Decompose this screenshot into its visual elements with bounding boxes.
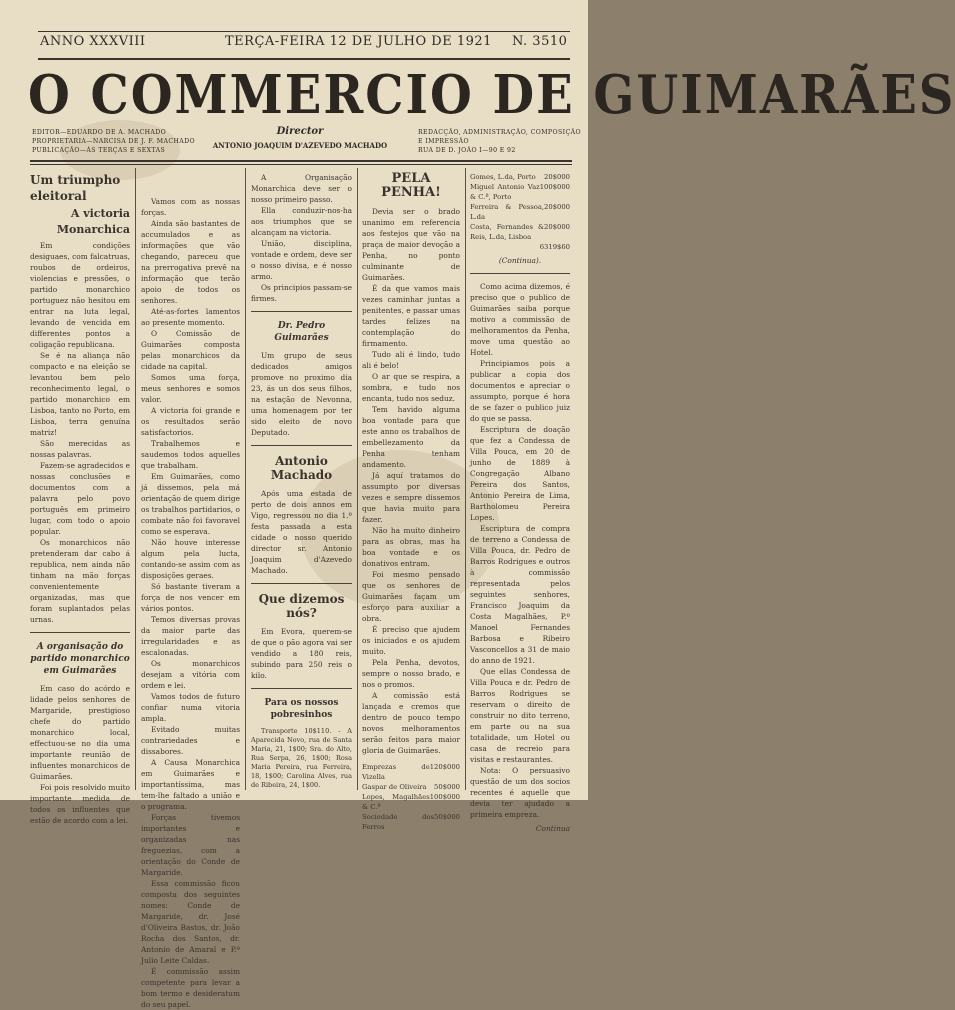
article-paragraph: É commissão assim competente para levar a bom termo e desideratum do seu papel. (141, 967, 240, 1009)
article-paragraph: É da que vamos mais vezes caminhar juntas a penitentes, e passar umas tardes felizes na contemplação do firmamento. (362, 284, 460, 348)
list-item: Miguel Antonio Vaz & C.ª, Porto 100$000 (470, 183, 570, 201)
article-paragraph: Os monarchicos desejam a vitória com ordem e lei. (141, 659, 240, 690)
section-divider (30, 632, 130, 633)
owner-line: PROPRIETARIA—NARCISA DE J. F. MACHADO (32, 138, 195, 145)
publication-line: PUBLICAÇÃO—ÁS TERÇAS E SEXTAS (32, 147, 166, 154)
article-paragraph: Tudo ali é lindo, tudo ali é belo! (362, 350, 460, 370)
article-paragraph: Forças tivemos importantes e organizadas nas freguezias, com a orientação do Conde de Margaride. (141, 813, 240, 877)
article-paragraph: Um grupo de seus dedicados amigos promove no proximo dia 23, ás un dos seus filhos, na estação de Nevonna, uma homenagem por ter sido eleito de novo Deputado. (251, 351, 352, 437)
masthead-rule (30, 160, 572, 162)
column-5 (470, 172, 570, 834)
article-paragraph: É preciso que ajudem os iniciados e os ajudem muito. (362, 625, 460, 656)
list-total: 6319$60 (539, 243, 570, 251)
article-paragraph: Foi mesmo pensado que os senhores de Guimarães façam um esforço para auxiliar a obra. (362, 570, 460, 623)
headline: A organisação do partido monarchico em Guimarães (30, 642, 130, 676)
continued-note: (Continua). (498, 256, 542, 265)
masthead-title: O COMMERCIO DE GUIMARÃES (28, 63, 955, 127)
article-paragraph: Que ellas Condessa de Villa Pouca e dr. Pedro de Barros Rodrigues se reservam o direito de construir no dito terreno, em parte ou na sua totalidade, um Hotel ou casa de recreio para visitas e restaurantes. (470, 667, 570, 764)
headline: Dr. Pedro Guimarães (274, 321, 329, 343)
article-paragraph: Fazem-se agradecidos e nossas conclusões e documentos com a palavra pelo povo português em primeiro lugar, com todo o apoio popular. (30, 461, 130, 536)
header-bar (40, 28, 570, 58)
issue-number: N. 3510 (512, 34, 568, 49)
article-paragraph: Ainda são bastantes de accumulados e as informações que vão chegando, pareceu que na prerrogativa prevê na informação que terão apoio de todos os senhores. (141, 219, 240, 305)
top-rule (38, 31, 570, 32)
address-line: RUA DE D. JOÃO I—90 E 92 (418, 147, 516, 154)
office-line: E IMPRESSÃO (418, 138, 469, 145)
article-paragraph: Em Evora, querem-se de que o pão agora vai ser vendido a 180 reis, subindo para 250 reis o kilo. (251, 627, 352, 680)
list-item: Lopes, Magalhães & C.ª 100$000 (362, 793, 460, 811)
column-3 (251, 172, 352, 790)
masthead-rule-thin (30, 164, 572, 165)
staff-right (418, 128, 581, 155)
office-line: REDACÇÃO, ADMINISTRAÇÃO, COMPOSIÇÃO (418, 129, 581, 136)
column-2 (141, 196, 240, 1010)
list-item: Costa, Fernandes & Reis, L.da, Lisboa 20$000 (470, 223, 570, 241)
article-paragraph: Evitado muitas contrariedades e dissabores. (141, 725, 240, 756)
date-label: TERÇA-FEIRA 12 DE JULHO DE 1921 (225, 34, 492, 49)
column-rule (357, 168, 358, 790)
article-paragraph: Após uma estada de perto de dois annos em Vigo, regressou no dia 1.º festa passada a esta cidade o nosso querido director sr. Antonio Joaquim d'Azevedo Machado. (251, 489, 352, 575)
article-paragraph: Como acima dizemos, é preciso que o publico de Guimarães saiba porque motivo a commissão de melhoramentos da Penha, move uma questão ao Hotel. (470, 282, 570, 357)
donation-list (362, 762, 460, 832)
list-item: Gomes, L.da, Porto 20$000 (470, 173, 570, 181)
article-paragraph: A Organisação Monarchica deve ser o nosso primeiro passo. (251, 173, 352, 204)
article-paragraph: Temos diversas provas da maior parte das irregularidades e as escalonadas. (141, 615, 240, 657)
article-paragraph: Os principios passam-se firmes. (251, 283, 352, 303)
director-block (205, 126, 395, 150)
article-paragraph: Tem havido alguma boa vontade para que este anno os trabalhos de embellezamento da Penha tenham andamento. (362, 405, 460, 469)
article-paragraph: Transporte 10$110. - A Aparecida Novo, rua de Santa Maria, 21, 1$00; Sra. do Alto, Rua Serpa, 26, 1$00; Rosa Maria Pereira, rua Ferreira, 18, 1$00; Carolina Alves, rua de Ribeira, 24, 1$00. (251, 727, 352, 789)
headline: Um triumpho eleitoral (30, 173, 121, 203)
year-label: ANNO XXXVIII (40, 34, 146, 49)
headline: Que dizemos nós? (258, 592, 345, 620)
list-item: Gaspar de Oliveira 50$000 (362, 783, 460, 791)
article-paragraph: Essa commissão ficou composta dos seguintes nomes: Conde de Margaride, dr. José d'Oliveira Bastos, dr. João Rocha dos Santos, dr. Antonio de Amaral e P.º Julio Leite Caldas. (141, 879, 240, 965)
article-paragraph: Não houve interesse algum pela lucta, contando-se assim com as disposições geraes. (141, 538, 240, 580)
staff-left (32, 128, 195, 155)
column-1 (30, 172, 130, 826)
list-item: Emprezas de Vizella 120$000 (362, 763, 460, 781)
article-paragraph: A Causa Monarchica em Guimarães e importantíssima, mas tem-lhe faltado a união e o programa. (141, 758, 240, 811)
headline: A victoria Monarchica (56, 207, 130, 236)
section-divider (251, 445, 352, 446)
article-paragraph: São merecidas as nossas palavras. (30, 439, 130, 459)
article-paragraph: Trabalhemos e saudemos todos aquelles que trabalham. (141, 439, 240, 470)
section-divider (251, 311, 352, 312)
article-paragraph: Os monarchicos não pretenderam dar cabo á republica, nem ainda não tinham na mão forças convenientemente organizadas, mas que foram suplantados pelas urnas. (30, 538, 130, 624)
article-paragraph: O Comissão de Guimarães composta pelas monarchicos da cidade na capital. (141, 329, 240, 371)
donation-list (470, 172, 570, 252)
article-paragraph: Se é na aliança não compacto e na eleição se levantou bem pelo reconhecimento legal, o partido monarchico em Lisboa, tanto no Porto, em Lisboa, terra genuína matriz! (30, 351, 130, 437)
article-paragraph: Somos uma força, meus senhores e somos valor. (141, 373, 240, 404)
article-paragraph: A comissão está lançada e cremos que dentro de pouco tempo novos melhoramentos serão feitos para maior gloria de Guimarães. (362, 691, 460, 755)
editor-line: EDITOR—EDUARDO DE A. MACHADO (32, 129, 167, 136)
article-paragraph: Foi pois resolvido muito importante medida de todos os influentes que estão de acordo com a lei. (30, 783, 130, 825)
article-paragraph: Só bastante tiveram a força de nos vencer em vários pontos. (141, 582, 240, 613)
section-divider (470, 273, 570, 274)
continued-note: Continua (535, 824, 570, 833)
article-paragraph: Principiamos pois a publicar a copia dos documentos e apreciar o assumpto, porque é hora de se fazer o publico juiz do que se passa. (470, 359, 570, 423)
section-divider (251, 688, 352, 689)
article-paragraph: Vamos todos de futuro confiar numa vitoria ampla. (141, 692, 240, 723)
column-rule (465, 168, 466, 790)
column-rule (135, 168, 136, 790)
article-paragraph: Pela Penha, devotos, sempre o nosso brado, e nos o promos. (362, 658, 460, 689)
article-paragraph: Em Guimarães, como já dissemos, pela má orientação de quem dirige os trabalhos partidarios, o combate não foi favoravel como se esperava. (141, 472, 240, 536)
article-paragraph: Até-as-fortes lamentos ao presente momento. (141, 307, 240, 327)
article-paragraph: Em condições desiguaes, com falcatruas, roubos de ordeiros, violencias e pressões, o partido monarchico portuguez não hesitou em entrar na luta legal, levando de vencida em differentes pontos a coligação republicana. (30, 241, 130, 349)
headline: Antonio Machado (270, 454, 333, 482)
column-4 (362, 172, 460, 832)
article-paragraph: Já aquí tratamos do assumpto por diversas vezes e sempre dissemos que havia muito para fazer. (362, 471, 460, 524)
headline: PELA PENHA! (381, 171, 441, 200)
article-paragraph: A victoria foi grande e os resultados serão satisfactorios. (141, 406, 240, 437)
article-paragraph: O ar que se respira, a sombra, e tudo nos encanta, tudo nos seduz. (362, 372, 460, 403)
article-paragraph: Vamos com as nossas forças. (141, 197, 240, 217)
director-label: Director (276, 126, 324, 137)
article-paragraph: Não ha muito dinheiro para as obras, mas ha boa vontade e os donativos entram. (362, 526, 460, 568)
article-paragraph: Devia ser o brado unanimo em referencia aos festejos que vão na praça de maior devoção a Penha, no ponto culminante de Guimarães. (362, 207, 460, 282)
article-paragraph: Nota: O persuasivo questão de um dos socios recentes é aquelle que devia ter ajudado a primeira empreza. (470, 766, 570, 819)
list-item: Ferreira & Pessoa, L.da 20$000 (470, 203, 570, 221)
section-divider (251, 583, 352, 584)
article-paragraph: Escriptura de compra de terreno a Condessa de Villa Pouca, dr. Pedro de Barros Rodrigues e outros à commissão representada pelos seguintes senhores, Francisco Joaquim da Costa Magalhães, P.º Manoel Fernandes Barbosa e Ribeiro Vasconcellos a 31 de maio do anno de 1921. (470, 524, 570, 665)
article-paragraph: Ella conduzir-nos-ha aos triumphos que se alcançam na victoria. (251, 206, 352, 237)
headline: Para os nossos pobresinhos (264, 698, 339, 720)
list-item: Sociedade dos Ferros 50$000 (362, 813, 460, 831)
column-rule (245, 168, 246, 790)
director-name: ANTONIO JOAQUIM D'AZEVEDO MACHADO (212, 141, 388, 150)
article-paragraph: Em caso do acórdo e lidade pelos senhores de Margaride, prestigioso chefe do partido monarchico local, effectuou-se no dia uma importante reunião de influentes monarchicos de Guimarães. (30, 684, 130, 781)
article-paragraph: União, disciplina, vontade e ordem, deve ser o nosso divisa, e é nosso armo. (251, 239, 352, 281)
article-paragraph: Escriptura de doação que fez a Condessa de Villa Pouca, em 20 de junho de 1889 à Congregação Albano Pereira dos Santos, Antonio Pereira de Lima, Bartholomeu Pereira Lopes. (470, 425, 570, 522)
